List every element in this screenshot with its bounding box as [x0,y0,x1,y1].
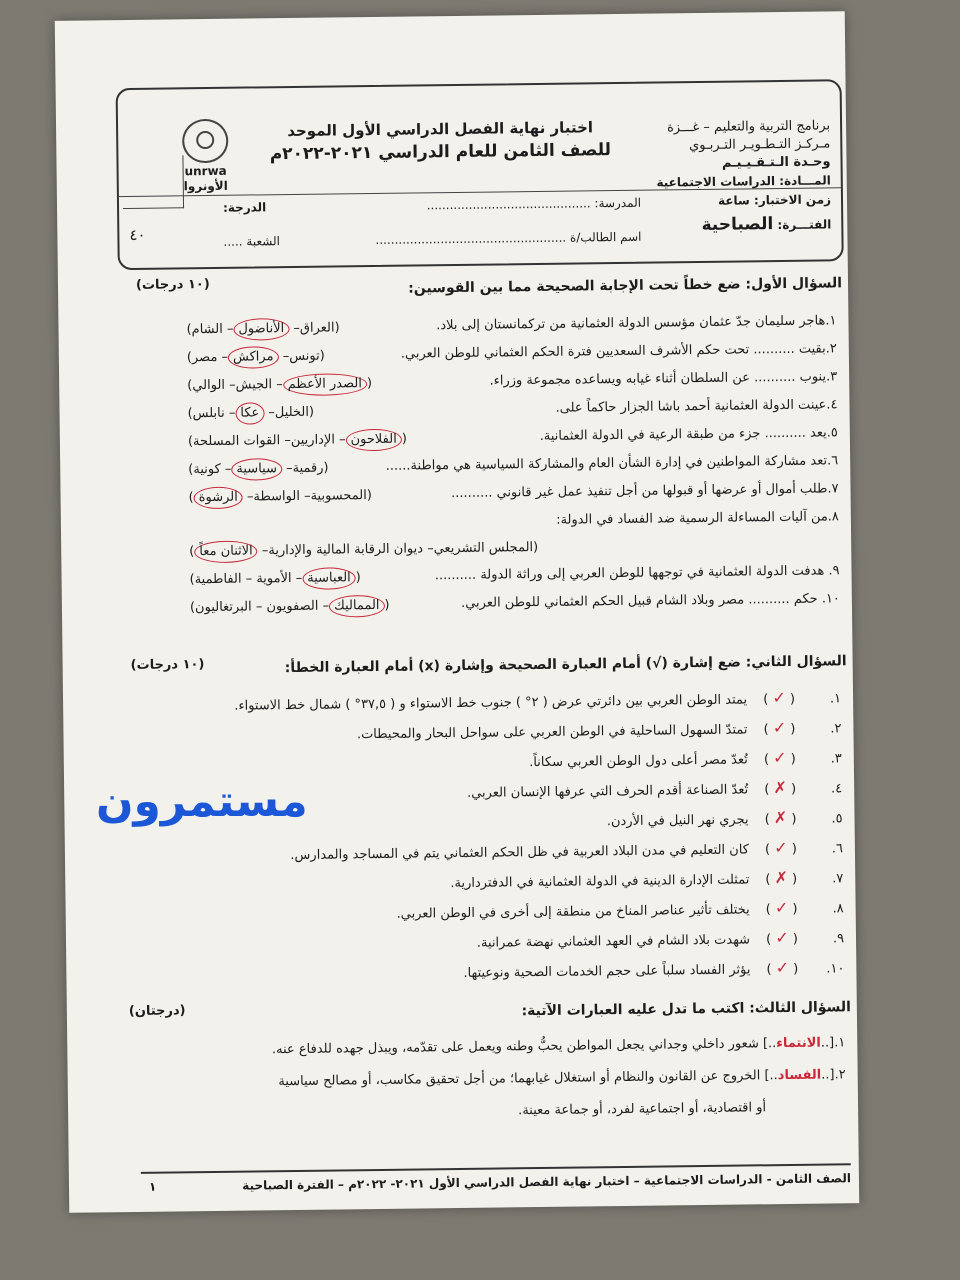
check-mark-icon: ✓ [772,687,786,708]
q1-item-options [190,595,390,619]
answer-parentheses: ( ✗ ) [765,867,798,888]
item-number: ١. [829,691,842,707]
q1-item-question: ٣.ينوب .......... عن السلطان أثناء غيابه ويساعده مجموعة وزراء. [489,369,838,389]
footer-text: الصف الثامن - الدراسات الاجتماعية – اختبار نهاية الفصل الدراسي الأول ٢٠٢١- ٢٠٢٢م – الفترة الصباحية [242,1171,852,1193]
exam-title: اختبار نهاية الفصل الدراسي الأول الموحد [287,118,594,141]
q2-item [396,897,843,924]
item-number: ٦. [831,841,844,857]
logo-text-ar: الأونروا [183,178,228,194]
option-text: ) [189,544,195,560]
exam-subtitle: للصف الثامن للعام الدراسي ٢٠٢١-٢٠٢٢م [269,140,612,165]
circled-answer: العباسية [302,567,356,590]
check-mark-icon: ✓ [774,837,788,858]
option-text: (المحسوبية– الواسطة– [242,488,373,505]
option-text: – كونية) [188,461,232,478]
check-mark-icon: ✓ [772,717,787,738]
option-text: – الإداريين– القوات المسلحة) [187,432,346,450]
item-number: ٢. [834,1067,846,1083]
item-number: ١٠. [826,961,845,977]
statement-text: تمتدّ السهول الساحلية في الوطن العربي على سواحل البحار والمحيطات. [356,722,748,743]
q1-item-options [188,429,407,454]
q3-item: ١.[..الانتماء..] شعور داخلي وجداني يجعل المواطن يحبُّ وطنه ويعمل على تقدّمه، ويبذل جهده للدفاع عنه. [271,1035,846,1058]
option-text: – الشام) [186,321,234,338]
definition-text: شعور داخلي وجداني يجعل المواطن يحبُّ وطنه ويعمل على تقدّمه، ويبذل جهده للدفاع عنه. [271,1036,759,1058]
q1-item-question: ٢.بقيت .......... تحت حكم الأشرف السعديين فترة الحكم العثماني للوطن العربي. [400,341,837,362]
handwritten-answer: الفساد [777,1067,822,1084]
item-number: ١. [834,1035,846,1051]
item-number: ٧. [832,871,844,887]
x-mark-icon: ✗ [773,807,788,828]
option-text: ( [401,431,407,447]
q1-item-question: ٤.عينت الدولة العثمانية أحمد باشا الجزار حاكماً على. [555,397,838,416]
handwritten-answer: الانتماء [776,1035,821,1052]
time-field: زمن الاختبار: ساعة [717,192,832,208]
statement-text: شهدت بلاد الشام في العهد العثماني نهضة عمرانية. [476,932,751,951]
q1-item-question: ٩. هدفت الدولة العثمانية في توجهها للوطن العربي إلى وراثة الدولة .......... [434,563,840,584]
statement-text: يؤثر الفساد سلباً على حجم الخدمات الصحية ونوعيتها. [463,962,751,981]
option-text: ( [355,570,361,586]
q1-item-question: ٨.من آليات المساءلة الرسمية ضد الفساد في الدولة: [556,509,839,528]
option-text: (رقمية– [281,460,329,477]
option-text: – نابلس) [187,405,236,422]
item-number: ٣. [830,751,842,767]
option-text: ( [366,376,373,392]
q1-item-options [189,537,538,563]
q2-item [477,927,844,953]
statement-text: تمثلت الإدارة الدينية في الدولة العثمانية في الدفتردارية. [450,872,750,892]
q2-item [607,807,843,832]
section-field: الشعبة ..... [223,234,280,249]
option-text: – مصر) [186,349,229,366]
q1-item-question: ١.هاجر سليمان جدّ عثمان مؤسس الدولة العثمانية من تركمانستان إلى بلاد. [436,313,837,334]
circled-answer: مراكش [228,346,279,369]
circled-answer: الأناضول [233,318,289,341]
q1-item-options [186,317,339,341]
check-mark-icon: ✓ [774,897,789,918]
option-text: – الأموية – الفاطمية) [189,570,303,588]
q2-item [467,777,842,804]
option-text: – الصفويون – البرتغاليون) [189,598,330,616]
statement-text: تُعدّ مصر أعلى دول الوطن العربي سكاناً. [529,752,748,771]
answer-parentheses: ( ✓ ) [763,717,796,738]
statement-text: يختلف تأثير عناصر المناخ من منطقة إلى أخرى في الوطن العربي. [396,902,750,922]
period-field [701,213,831,235]
q2-item [290,837,843,866]
q1-item-options [189,567,360,591]
option-text: ) [188,490,194,506]
q2-item [357,717,842,745]
q1-item-question: ١٠. حكم .......... مصر وبلاد الشام قبيل الحكم العثماني للوطن العربي. [460,591,840,611]
exam-header [116,79,844,270]
exam-page [57,21,857,1201]
q1-item-options [187,346,325,370]
q3-item: ٢.[..الفساد..] الخروج عن القانون والنظام أو استغلال غيابهما؛ من أجل تحقيق مكاسب، أو مصالح سياسية [278,1067,846,1090]
statement-text: يجري نهر النيل في الأردن. [606,812,749,830]
q1-item-options [187,373,372,397]
student-name-field: اسم الطالب/ة .................................................. [375,229,642,247]
statement-text: يمتد الوطن العربي بين دائرتي عرض ( ٢° ) جنوب خط الاستواء و ( ٣٧,٥° ) شمال خط الاستواء. [234,692,748,714]
org-line-3: وحـدة الـتـقـيـيـم [721,154,831,171]
option-text: (تونس– [278,348,325,365]
circled-answer: الرشوة [194,487,243,510]
answer-parentheses: ( ✓ ) [766,927,799,948]
q1-item-options [187,402,314,426]
statement-text: تُعدّ الصناعة أقدم الحرف التي عرفها الإنسان العربي. [466,782,749,801]
grade-box [122,155,184,209]
x-mark-icon: ✗ [773,777,787,798]
q1-item-question: ٧.طلب أموال أو عرضها أو قبولها من أجل تنفيذ عمل غير قانوني .......... [451,481,839,502]
q1-item-options [188,458,329,482]
q1-item-question: ٥.يعد .......... جزء من طبقة الرعية في الدولة العثمانية. [539,425,838,444]
check-mark-icon: ✓ [772,747,787,768]
school-field: المدرسة: ........................................... [426,195,642,213]
org-line-2: مـركـز التـطـويـر التـربـوي [688,136,831,154]
q3-item [518,1098,766,1121]
q2-item [463,957,844,984]
item-number: ٩. [832,931,845,947]
statement-text: كان التعليم في مدن البلاد العربية في ظل الحكم العثماني يتم في المساجد والمدارس. [290,842,750,864]
stamp-text: مستمرون [96,776,308,827]
page-footer [141,1163,851,1194]
check-mark-icon: ✓ [775,957,790,978]
exam-title-block [260,118,620,164]
answer-parentheses: ( ✓ ) [766,957,799,978]
un-emblem-icon [182,119,229,164]
org-block [660,117,831,173]
q3-marks: (درجتان) [128,1003,186,1020]
q1-marks: (١٠ درجات) [135,276,210,293]
q2-marks: (١٠ درجات) [130,657,205,673]
circled-answer: الصدر الأعظم [283,373,367,396]
definition-text: أو اقتصادية، أو اجتماعية لفرد، أو جماعة معينة. [518,1100,767,1119]
q1-item-options [188,485,372,509]
period-value: الصباحية [701,214,774,235]
org-line-1: برنامج التربية والتعليم – غـــزة [666,118,831,136]
circled-answer: الاثنان معاً [194,540,258,563]
q1-item-question: ٦.تعد مشاركة المواطنين في إدارة الشأن العام والمشاركة السياسية هي مواطنة...... [385,453,839,474]
definition-text: الخروج عن القانون والنظام أو استغلال غيابهما؛ من أجل تحقيق مكاسب، أو مصالح سياسية [278,1068,761,1090]
option-text: – الجيش– الوالي) [187,377,283,394]
grade-label: الدرجة: [222,200,267,215]
answer-parentheses: ( ✗ ) [764,777,797,798]
page-number: ١ [148,1179,157,1194]
option-text: (العراق– [289,320,340,337]
q2-item [450,867,843,894]
q2-item [529,747,842,773]
q2-item [234,687,841,716]
grade-value: ٤٠ [129,225,146,244]
circled-answer: سياسية [231,458,282,481]
answer-parentheses: ( ✓ ) [763,747,796,768]
q2-title: السؤال الثاني: ضع إشارة (√) أمام العبارة الصحيحة وإشارة (x) أمام العبارة الخطأ: [284,653,847,677]
period-label: الفتـــرة: [777,217,832,233]
circled-answer: عكا [235,402,264,424]
x-mark-icon: ✗ [774,867,789,888]
logo-text-en: unrwa [184,163,227,179]
circled-answer: المماليك [329,595,385,618]
option-text: ( [384,597,390,613]
q3-title: السؤال الثالث: اكتب ما تدل عليه العبارات الآتية: [521,999,851,1020]
option-text: (الخليل– [264,404,315,421]
q1-title: السؤال الأول: ضع خطاً تحت الإجابة الصحيحة مما بين القوسين: [408,275,843,297]
answer-parentheses: ( ✓ ) [763,687,796,708]
circled-answer: الفلاحون [345,429,401,452]
answer-parentheses: ( ✓ ) [765,897,798,918]
item-number: ٤. [830,781,843,797]
answer-parentheses: ( ✗ ) [764,807,797,828]
item-number: ٨. [832,901,844,917]
option-text: (المجلس التشريعي– ديوان الرقابة المالية والإدارية– [257,540,539,559]
subject-field: المـــادة: الدراسات الاجتماعية [656,173,831,190]
item-number: ٥. [831,811,843,827]
answer-parentheses: ( ✓ ) [764,837,797,858]
check-mark-icon: ✓ [775,927,789,948]
item-number: ٢. [830,721,842,737]
